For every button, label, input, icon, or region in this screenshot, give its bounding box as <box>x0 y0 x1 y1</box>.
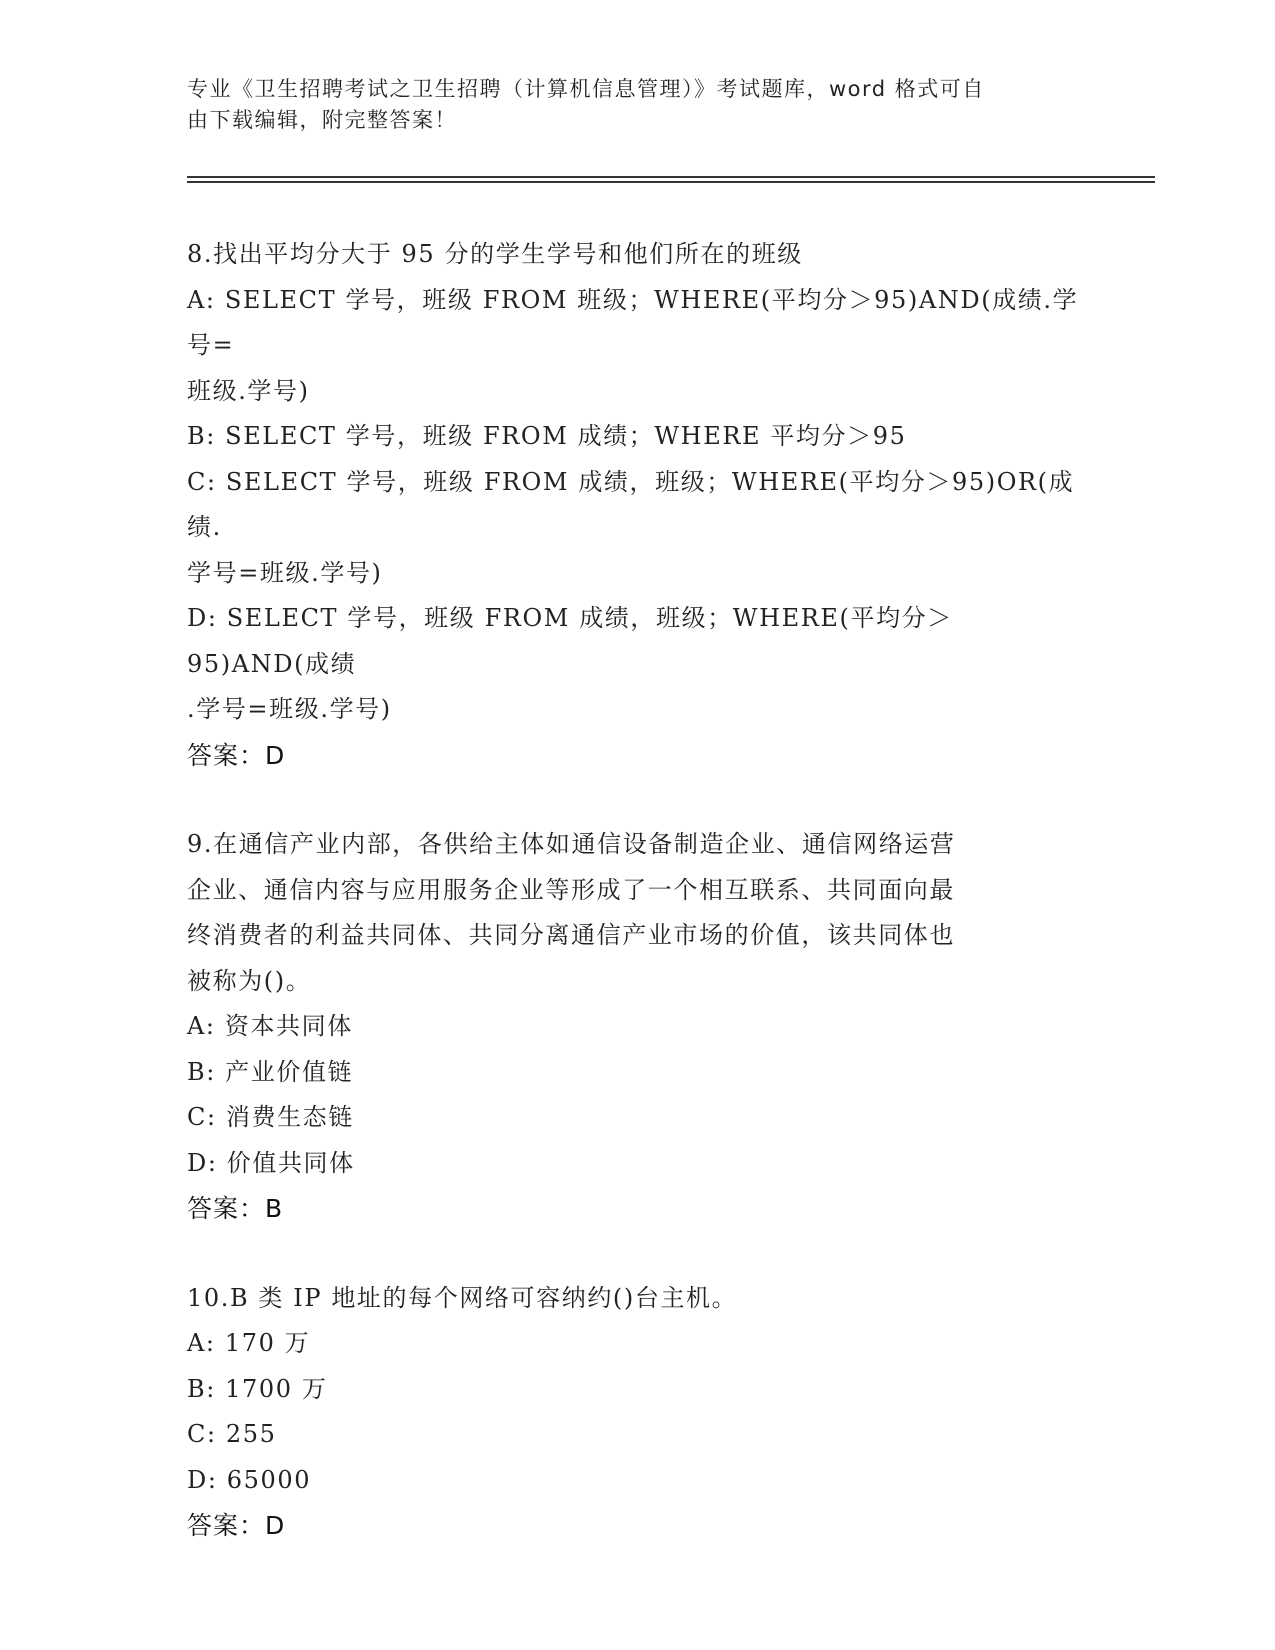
question-line: 企业、通信内容与应用服务企业等形成了一个相互联系、共同面向最 <box>187 875 955 904</box>
header-line-1: 专业《卫生招聘考试之卫生招聘（计算机信息管理）》考试题库，word 格式可自 <box>187 77 985 101</box>
question-line: D: 价值共同体 <box>187 1148 355 1177</box>
question-line: 学号=班级.学号) <box>187 558 383 587</box>
header-divider-top <box>187 176 1155 178</box>
question-stem: 9.在通信产业内部，各供给主体如通信设备制造企业、通信网络运营 <box>187 830 956 858</box>
question-line: B: 产业价值链 <box>187 1057 354 1086</box>
question-line: .学号=班级.学号) <box>187 695 392 723</box>
question-line: B: SELECT 学号，班级 FROM 成绩；WHERE 平均分＞95 <box>187 422 907 450</box>
question-line: A: 资本共同体 <box>187 1012 353 1040</box>
question-line: C: SELECT 学号，班级 FROM 成绩，班级；WHERE(平均分＞95)OR(成绩. <box>187 467 1075 541</box>
question-line: 终消费者的利益共同体、共同分离通信产业市场的价值，该共同体也 <box>187 921 955 949</box>
question-line: 班级.学号) <box>187 376 310 405</box>
question-line: A: SELECT 学号，班级 FROM 班级；WHERE(平均分＞95)AND(成绩.学号= <box>187 285 1079 359</box>
answer-line: 答案：D <box>187 740 286 770</box>
question-list <box>187 232 1087 1593</box>
question-line: D: 65000 <box>187 1465 312 1494</box>
question-stem: 8.找出平均分大于 95 分的学生学号和他们所在的班级 <box>187 240 803 268</box>
document-header <box>187 74 1067 136</box>
header-divider-bottom <box>187 181 1155 183</box>
question-line: 被称为()。 <box>187 966 312 995</box>
answer-line: 答案：D <box>187 1511 286 1540</box>
header-line-2: 由下载编辑，附完整答案！ <box>187 108 457 132</box>
question-block <box>187 822 1087 1232</box>
question-line: B: 1700 万 <box>187 1374 328 1403</box>
question-line: A: 170 万 <box>187 1329 311 1357</box>
question-block <box>187 1276 1087 1549</box>
question-line: C: 消费生态链 <box>187 1103 354 1131</box>
question-block <box>187 232 1087 778</box>
answer-line: 答案：B <box>187 1194 284 1223</box>
question-stem: 10.B 类 IP 地址的每个网络可容纳约()台主机。 <box>187 1283 738 1312</box>
question-line: C: 255 <box>187 1420 277 1448</box>
question-line: D: SELECT 学号，班级 FROM 成绩，班级；WHERE(平均分＞95)AND(成绩 <box>187 604 953 678</box>
